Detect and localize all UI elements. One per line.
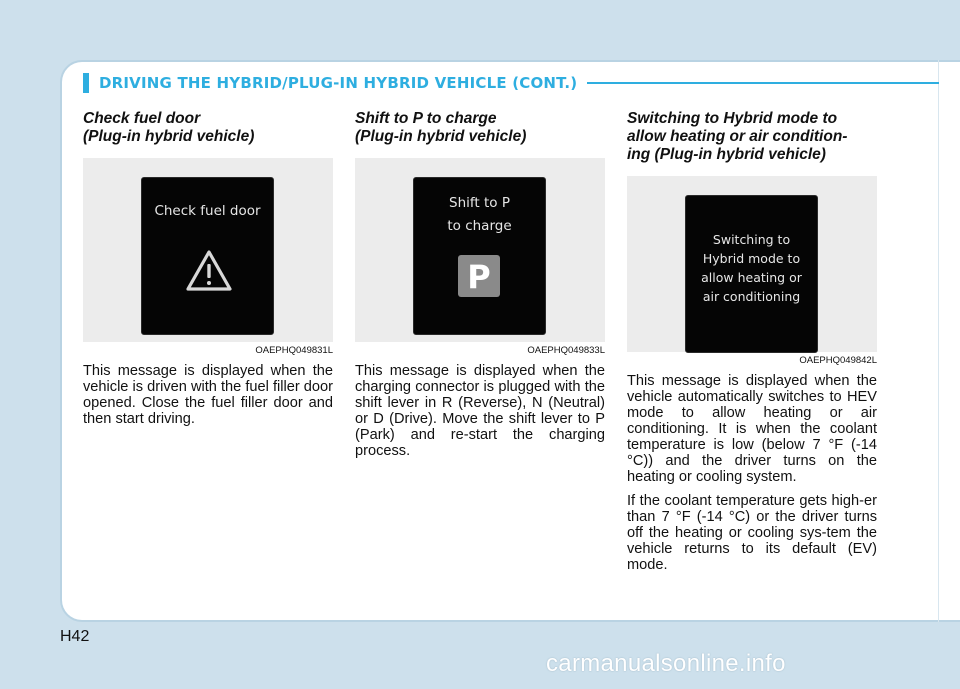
column-title-line: (Plug-in hybrid vehicle) — [355, 128, 527, 145]
figure-code: OAEPHQ049833L — [527, 345, 605, 356]
column-switching-hybrid — [627, 110, 877, 581]
paragraph: This message is displayed when the vehicle automatically switches to HEV mode to allow heating or air conditioning. It is when the coolant temperature is low (below 7 °F (-14 °C)) and the driver turns on the heating or cooling system. — [627, 373, 877, 485]
figure-cluster-message — [355, 158, 605, 342]
column-title-line: (Plug-in hybrid vehicle) — [83, 128, 255, 145]
cluster-screen — [141, 177, 274, 335]
column-shift-to-p — [355, 110, 605, 467]
screen-message: Switching to Hybrid mode to allow heating or air conditioning — [701, 232, 802, 304]
figure-code: OAEPHQ049842L — [799, 355, 877, 366]
park-p-icon — [457, 254, 501, 298]
warning-triangle-icon — [184, 248, 234, 294]
figure-code: OAEPHQ049831L — [255, 345, 333, 356]
column-title — [355, 110, 605, 146]
park-p-letter: P — [467, 258, 491, 296]
margin-line — [938, 60, 939, 622]
watermark: carmanualsonline.info — [546, 650, 786, 677]
column-title — [627, 110, 877, 164]
cluster-screen — [685, 195, 818, 353]
section-header — [83, 73, 939, 93]
header-rule — [587, 82, 939, 84]
column-title-line: Check fuel door — [83, 110, 201, 127]
screen-message: Check fuel door — [154, 203, 261, 219]
header-accent-bar — [83, 73, 89, 93]
section-title: DRIVING THE HYBRID/PLUG-IN HYBRID VEHICLE (CONT.) — [99, 74, 578, 92]
paragraph: This message is displayed when the charging connector is plugged with the shift lever in R (Reverse), N (Neutral) or D (Drive). Move the shift lever to P (Park) and re-start the charging process. — [355, 363, 605, 459]
screen-message: Shift to P to charge — [447, 195, 512, 234]
column-title-line: ing (Plug-in hybrid vehicle) — [627, 146, 826, 163]
cluster-screen — [413, 177, 546, 335]
figure-cluster-message — [627, 176, 877, 352]
figure-cluster-message — [83, 158, 333, 342]
column-title-line: Shift to P to charge — [355, 110, 497, 127]
column-check-fuel-door — [83, 110, 333, 435]
paragraph: This message is displayed when the vehicle is driven with the fuel filler door opened. Close the fuel filler door and then start driving. — [83, 363, 333, 427]
paragraph: If the coolant temperature gets high-er than 7 °F (-14 °C) or the driver turns off the heating or cooling sys-tem the vehicle returns to its default (EV) mode. — [627, 493, 877, 573]
page-number: H42 — [60, 628, 90, 645]
column-title — [83, 110, 333, 146]
column-title-line: allow heating or air condition- — [627, 128, 848, 145]
column-title-line: Switching to Hybrid mode to — [627, 110, 838, 127]
